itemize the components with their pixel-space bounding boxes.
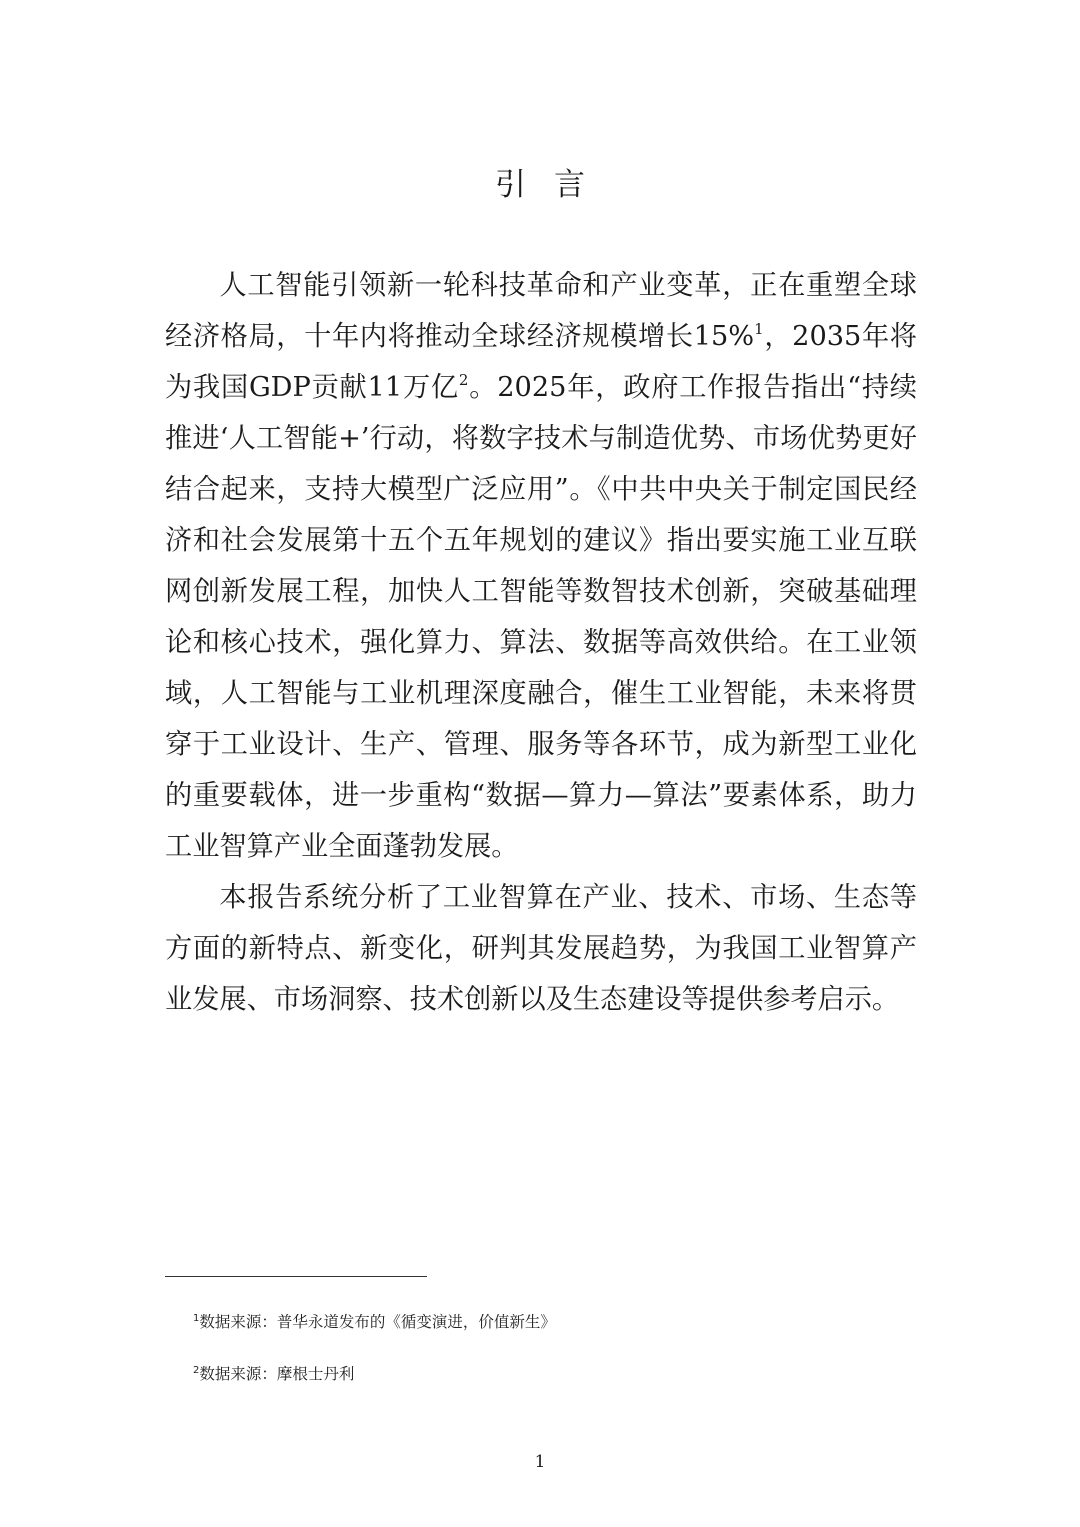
footnote-ref-2: 2 <box>458 371 469 389</box>
footnote-ref-1: 1 <box>754 320 764 338</box>
footnote-2 <box>193 1364 354 1384</box>
paragraph-1-part2: ，2035年将为我国GDP贡献11万亿 <box>165 321 917 403</box>
footnote-2-number: 2 <box>193 1365 200 1376</box>
page-title: 引言 <box>495 166 613 203</box>
paragraph-2: 本报告系统分析了工业智算在产业、技术、市场、生态等方面的新特点、新变化，研判其发展趋势，为我国工业智算产业发展、市场洞察、技术创新以及生态建设等提供参考启示。 <box>165 882 917 1015</box>
footnote-divider <box>165 1276 427 1277</box>
page-number: 1 <box>534 1452 546 1472</box>
footnote-1-number: 1 <box>193 1313 200 1324</box>
paragraph-1-part1: 人工智能引领新一轮科技革命和产业变革，正在重塑全球经济格局，十年内将推动全球经济规模增长15% <box>165 270 917 352</box>
footnote-2-text: 数据来源：摩根士丹利 <box>199 1365 355 1383</box>
paragraph-1 <box>165 260 917 872</box>
footnote-1-text: 数据来源：普华永道发布的《循变演进，价值新生》 <box>199 1313 556 1331</box>
footnote-1 <box>193 1312 556 1332</box>
paragraph-1-part3: 。2025年，政府工作报告指出“持续推进‘人工智能+’行动，将数字技术与制造优势、市场优势更好结合起来，支持大模型广泛应用”。《中共中央关于制定国民经济和社会发展第十五个五年规划的建议》指出要实施工业互联网创新发展工程，加快人工智能等数智技术创新，突破基础理论和核心技术，强化算力、算法、数据等高效供给。在工业领域，人工智能与工业机理深度融合，催生工业智能，未来将贯穿于工业设计、生产、管理、服务等各环节，成为新型工业化的重要载体，进一步重构“数据—算力—算法”要素体系，助力工业智算产业全面蓬勃发展。 <box>165 372 917 862</box>
body-text <box>165 260 917 1025</box>
